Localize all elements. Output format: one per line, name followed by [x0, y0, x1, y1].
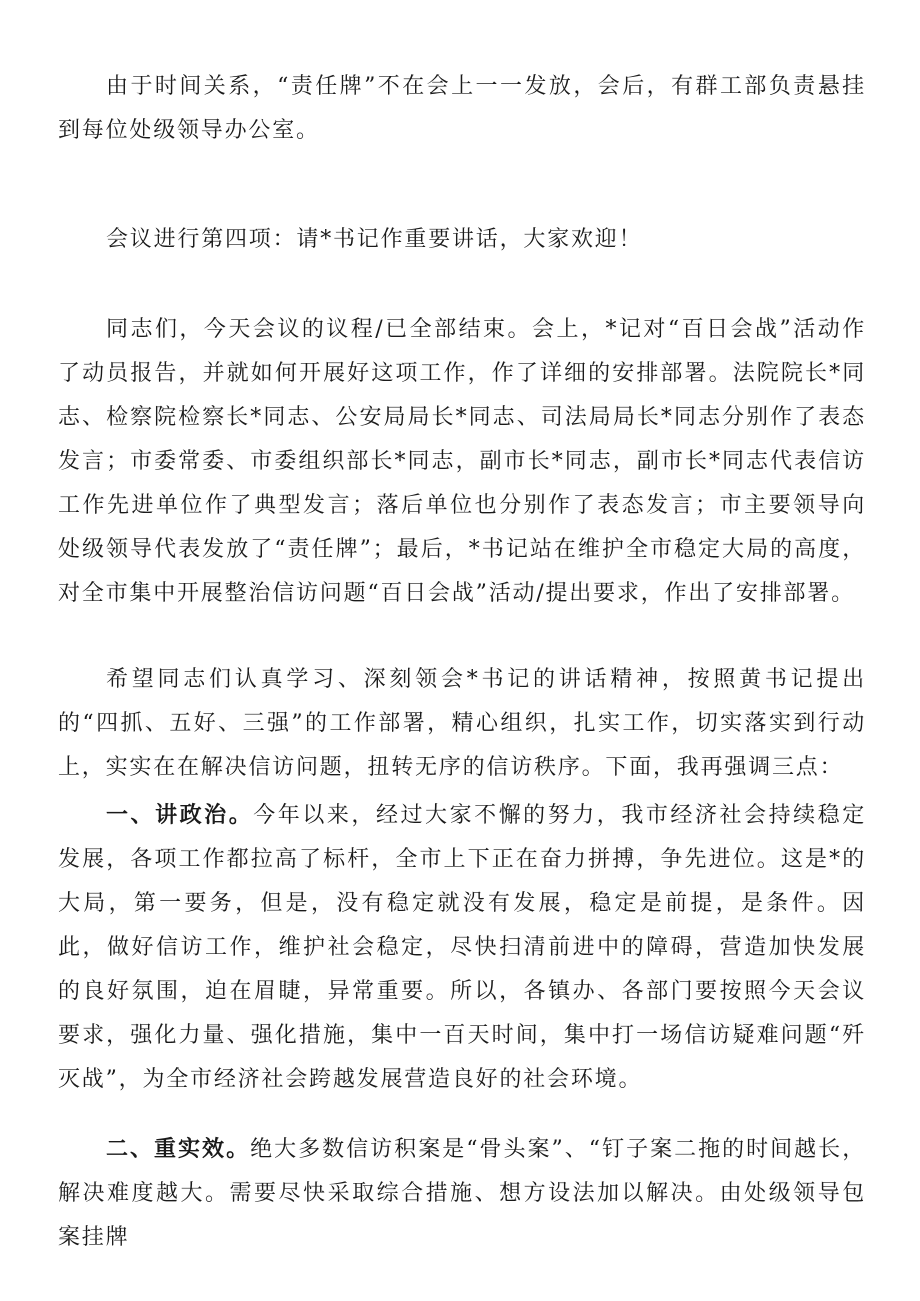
paragraph-meeting-summary [58, 308, 866, 616]
paragraph-point-two [58, 1128, 866, 1260]
paragraph-point-one [58, 794, 866, 1102]
paragraph-agenda-item-four [58, 218, 866, 262]
paragraph-text: 绝大多数信访积案是“骨头案”、“钉子案二拖的时间越长，解决难度越大。需要尽快采取综合措施、想方设法加以解决。由处级领导包案挂牌 [58, 1137, 866, 1250]
paragraph-responsibility-plaque [58, 65, 866, 153]
point-two-heading: 二、重实效。 [106, 1137, 251, 1162]
paragraph-text: 同志们，今天会议的议程/已全部结束。会上，*记对“百日会战”活动作了动员报告，并就如何开展好这项工作，作了详细的安排部署。法院院长*同志、检察院检察长*同志、公安局局长*同志、司法局局长*同志分别作了表态发言；市委常委、市委组织部长*同志，副市长*同志，副市长*同志代表信访工作先进单位作了典型发言；落后单位也分别作了表态发言；市主要领导向处级领导代表发放了“责任牌”；最后，*书记站在维护全市稳定大局的高度，对全市集中开展整治信访问题“百日会战”活动/提出要求，作出了安排部署。 [58, 317, 866, 606]
paragraph-text: 会议进行第四项：请*书记作重要讲话，大家欢迎！ [106, 227, 643, 252]
paragraph-expectations [58, 658, 866, 790]
paragraph-text: 希望同志们认真学习、深刻领会*书记的讲话精神，按照黄书记提出的“四抓、五好、三强”的工作部署，精心组织，扎实工作，切实落实到行动上，实实在在解决信访问题，扭转无序的信访秩序。下面，我再强调三点： [58, 667, 866, 780]
paragraph-text: 今年以来，经过大家不懈的努力，我市经济社会持续稳定发展，各项工作都拉高了标杆，全市上下正在奋力拼搏，争先进位。这是*的大局，第一要务，但是，没有稳定就没有发展，稳定是前提，是条件。因此，做好信访工作，维护社会稳定，尽快扫清前进中的障碍，营造加快发展的良好氛围，迫在眉睫，异常重要。所以，各镇办、各部门要按照今天会议要求，强化力量、强化措施，集中一百天时间，集中打一场信访疑难问题“歼灭战”，为全市经济社会跨越发展营造良好的社会环境。 [58, 803, 866, 1092]
paragraph-text: 由于时间关系，“责任牌”不在会上一一发放，会后，有群工部负责悬挂到每位处级领导办公室。 [58, 74, 866, 143]
point-one-heading: 一、讲政治。 [106, 803, 254, 828]
